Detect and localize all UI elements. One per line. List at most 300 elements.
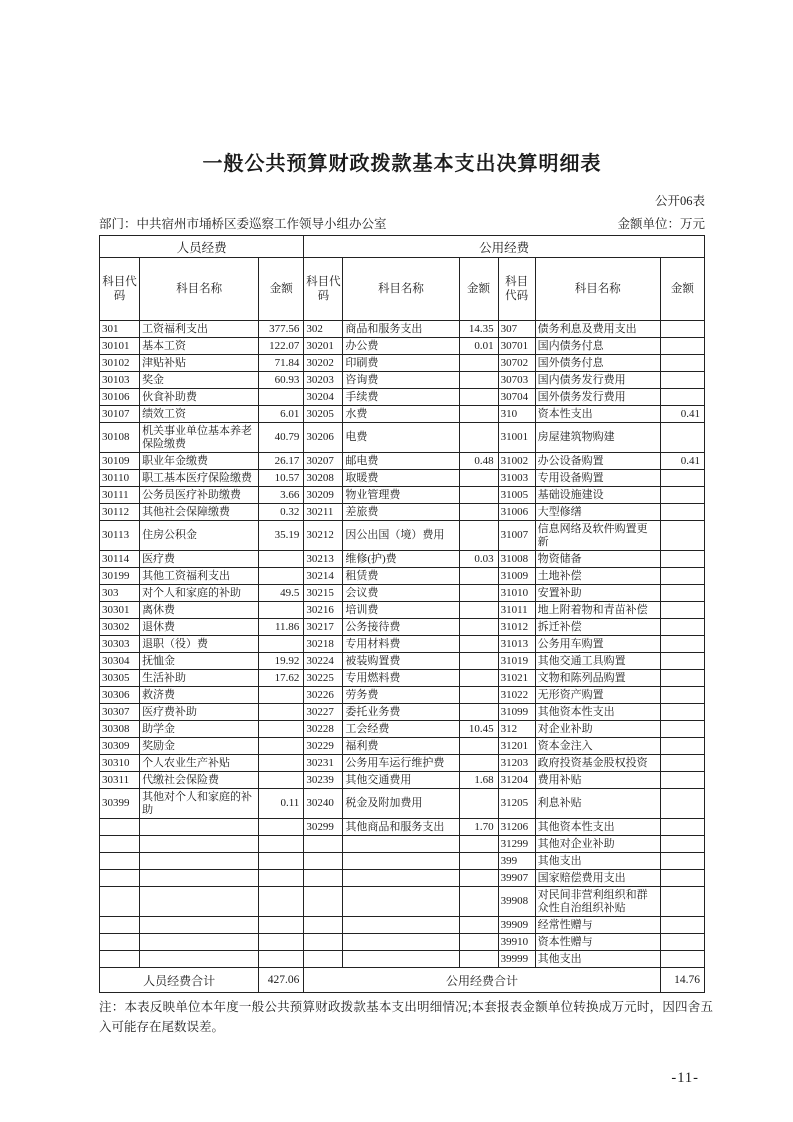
subject-code-cell: 30201 xyxy=(304,338,343,355)
subject-name-cell: 费用补贴 xyxy=(535,772,660,789)
subject-name-cell: 利息补贴 xyxy=(535,789,660,819)
subject-code-cell: 31007 xyxy=(498,521,535,551)
amount-cell xyxy=(660,870,704,887)
table-row xyxy=(100,321,705,338)
subject-name-cell xyxy=(343,951,459,968)
subject-code-cell: 30399 xyxy=(100,789,140,819)
subject-code-cell: 302 xyxy=(304,321,343,338)
subject-code-cell: 31003 xyxy=(498,470,535,487)
amount-cell xyxy=(660,602,704,619)
subject-code-cell: 301 xyxy=(100,321,140,338)
col-header-amount-1: 金额 xyxy=(259,258,304,321)
subject-code-cell xyxy=(304,951,343,968)
table-row xyxy=(100,755,705,772)
amount-cell xyxy=(459,406,498,423)
subject-name-cell: 其他商品和服务支出 xyxy=(343,819,459,836)
amount-cell: 60.93 xyxy=(259,372,304,389)
subject-name-cell: 商品和服务支出 xyxy=(343,321,459,338)
col-header-subject-name-3: 科目名称 xyxy=(535,258,660,321)
subject-code-cell: 30701 xyxy=(498,338,535,355)
amount-cell xyxy=(660,789,704,819)
subject-name-cell: 伙食补助费 xyxy=(140,389,259,406)
amount-cell xyxy=(660,568,704,585)
subject-name-cell: 国内债务付息 xyxy=(535,338,660,355)
amount-cell: 1.70 xyxy=(459,819,498,836)
subject-name-cell: 国家赔偿费用支出 xyxy=(535,870,660,887)
table-row xyxy=(100,653,705,670)
amount-cell: 71.84 xyxy=(259,355,304,372)
subject-code-cell xyxy=(100,853,140,870)
subject-code-cell: 30305 xyxy=(100,670,140,687)
subject-name-cell: 对个人和家庭的补助 xyxy=(140,585,259,602)
subject-name-cell: 基础设施建设 xyxy=(535,487,660,504)
table-row xyxy=(100,406,705,423)
subject-code-cell xyxy=(304,934,343,951)
amount-cell: 0.41 xyxy=(660,406,704,423)
amount-cell xyxy=(660,704,704,721)
subject-name-cell: 其他交通工具购置 xyxy=(535,653,660,670)
subject-name-cell: 物业管理费 xyxy=(343,487,459,504)
subject-name-cell: 经常性赠与 xyxy=(535,917,660,934)
subject-name-cell: 拆迁补偿 xyxy=(535,619,660,636)
amount-cell xyxy=(459,585,498,602)
subject-name-cell: 公务用车购置 xyxy=(535,636,660,653)
subject-code-cell: 31021 xyxy=(498,670,535,687)
amount-cell xyxy=(660,772,704,789)
subject-code-cell: 30216 xyxy=(304,602,343,619)
amount-cell xyxy=(660,653,704,670)
amount-cell: 377.56 xyxy=(259,321,304,338)
table-row xyxy=(100,917,705,934)
amount-cell xyxy=(459,389,498,406)
table-row xyxy=(100,704,705,721)
subject-name-cell: 劳务费 xyxy=(343,687,459,704)
subject-name-cell xyxy=(140,819,259,836)
amount-unit-label: 金额单位：万元 xyxy=(617,217,705,231)
subject-name-cell xyxy=(343,934,459,951)
document-content xyxy=(99,0,713,1087)
amount-cell xyxy=(259,917,304,934)
page-title: 一般公共预算财政拨款基本支出决算明细表 xyxy=(202,153,602,175)
subject-name-cell: 咨询费 xyxy=(343,372,459,389)
subject-name-cell: 公务员医疗补助缴费 xyxy=(140,487,259,504)
subject-name-cell: 离休费 xyxy=(140,602,259,619)
subject-name-cell xyxy=(343,870,459,887)
amount-cell xyxy=(459,704,498,721)
subject-code-cell: 30209 xyxy=(304,487,343,504)
subject-code-cell: 31204 xyxy=(498,772,535,789)
amount-cell xyxy=(660,521,704,551)
subject-code-cell: 39907 xyxy=(498,870,535,887)
amount-cell xyxy=(660,636,704,653)
subject-code-cell: 31205 xyxy=(498,789,535,819)
subject-name-cell: 地上附着物和青苗补偿 xyxy=(535,602,660,619)
subject-code-cell: 39908 xyxy=(498,887,535,917)
amount-cell: 19.92 xyxy=(259,653,304,670)
subject-name-cell: 退职（役）费 xyxy=(140,636,259,653)
subject-code-cell: 30114 xyxy=(100,551,140,568)
amount-cell xyxy=(660,721,704,738)
subject-name-cell: 委托业务费 xyxy=(343,704,459,721)
subject-name-cell xyxy=(140,870,259,887)
subject-name-cell xyxy=(140,836,259,853)
subject-code-cell: 30228 xyxy=(304,721,343,738)
amount-cell xyxy=(259,836,304,853)
subject-code-cell: 30239 xyxy=(304,772,343,789)
subject-name-cell: 工会经费 xyxy=(343,721,459,738)
amount-cell xyxy=(660,687,704,704)
subject-code-cell: 31206 xyxy=(498,819,535,836)
col-header-subject-name-2: 科目名称 xyxy=(343,258,459,321)
col-header-amount-2: 金额 xyxy=(459,258,498,321)
subject-code-cell xyxy=(304,870,343,887)
amount-cell xyxy=(459,870,498,887)
table-row xyxy=(100,372,705,389)
subject-code-cell: 310 xyxy=(498,406,535,423)
subject-name-cell: 房屋建筑物购建 xyxy=(535,423,660,453)
subject-code-cell: 31011 xyxy=(498,602,535,619)
table-row xyxy=(100,355,705,372)
subject-code-cell xyxy=(100,819,140,836)
subject-name-cell: 物资储备 xyxy=(535,551,660,568)
subject-name-cell: 工资福利支出 xyxy=(140,321,259,338)
subject-code-cell: 39999 xyxy=(498,951,535,968)
subject-name-cell: 专用燃料费 xyxy=(343,670,459,687)
amount-cell xyxy=(459,355,498,372)
subject-code-cell: 30311 xyxy=(100,772,140,789)
table-row xyxy=(100,453,705,470)
subject-name-cell: 医疗费 xyxy=(140,551,259,568)
subject-code-cell: 30226 xyxy=(304,687,343,704)
table-row xyxy=(100,853,705,870)
subject-code-cell xyxy=(100,870,140,887)
amount-cell xyxy=(459,917,498,934)
subject-code-cell: 30306 xyxy=(100,687,140,704)
amount-cell xyxy=(459,504,498,521)
subject-name-cell: 国外债务付息 xyxy=(535,355,660,372)
amount-cell xyxy=(459,789,498,819)
subject-name-cell: 维修(护)费 xyxy=(343,551,459,568)
table-row xyxy=(100,389,705,406)
amount-cell xyxy=(660,470,704,487)
subject-code-cell: 30202 xyxy=(304,355,343,372)
subject-name-cell xyxy=(343,887,459,917)
subject-code-cell: 30101 xyxy=(100,338,140,355)
amount-cell: 1.68 xyxy=(459,772,498,789)
meta-row xyxy=(99,214,705,232)
subject-code-cell: 30203 xyxy=(304,372,343,389)
table-row xyxy=(100,504,705,521)
table-row xyxy=(100,738,705,755)
subject-name-cell: 安置补助 xyxy=(535,585,660,602)
subject-name-cell: 奖金 xyxy=(140,372,259,389)
subject-code-cell: 30212 xyxy=(304,521,343,551)
amount-cell xyxy=(259,853,304,870)
amount-cell xyxy=(259,568,304,585)
subject-code-cell xyxy=(304,836,343,853)
amount-cell: 0.11 xyxy=(259,789,304,819)
subject-code-cell: 30240 xyxy=(304,789,343,819)
subject-code-cell: 30301 xyxy=(100,602,140,619)
page-number: -11- xyxy=(671,1070,699,1086)
subject-name-cell: 救济费 xyxy=(140,687,259,704)
col-header-subject-code-1: 科目代码 xyxy=(100,258,140,321)
personnel-total-value: 427.06 xyxy=(259,968,304,993)
subject-code-cell: 31013 xyxy=(498,636,535,653)
totals-row xyxy=(100,968,705,993)
amount-cell xyxy=(660,738,704,755)
subject-code-cell: 30208 xyxy=(304,470,343,487)
table-row xyxy=(100,687,705,704)
subject-code-cell: 30215 xyxy=(304,585,343,602)
subject-name-cell xyxy=(343,853,459,870)
subject-code-cell: 31010 xyxy=(498,585,535,602)
table-body xyxy=(100,321,705,968)
subject-name-cell: 税金及附加费用 xyxy=(343,789,459,819)
subject-name-cell: 其他对个人和家庭的补助 xyxy=(140,789,259,819)
amount-cell xyxy=(660,917,704,934)
subject-code-cell: 31203 xyxy=(498,755,535,772)
table-row xyxy=(100,470,705,487)
subject-code-cell: 30112 xyxy=(100,504,140,521)
amount-cell: 0.03 xyxy=(459,551,498,568)
subject-name-cell: 其他对企业补助 xyxy=(535,836,660,853)
amount-cell xyxy=(459,619,498,636)
amount-cell xyxy=(660,755,704,772)
subject-name-cell: 水费 xyxy=(343,406,459,423)
amount-cell xyxy=(459,487,498,504)
subject-name-cell: 其他社会保障缴费 xyxy=(140,504,259,521)
amount-cell xyxy=(459,687,498,704)
amount-cell xyxy=(259,687,304,704)
amount-cell xyxy=(459,470,498,487)
subject-code-cell: 399 xyxy=(498,853,535,870)
subject-name-cell: 助学金 xyxy=(140,721,259,738)
subject-name-cell: 资本性赠与 xyxy=(535,934,660,951)
subject-name-cell: 办公费 xyxy=(343,338,459,355)
subject-name-cell: 资本性支出 xyxy=(535,406,660,423)
subject-name-cell xyxy=(140,934,259,951)
footnote: 注：本表反映单位本年度一般公共预算财政拨款基本支出明细情况;本套报表金额单位转换成万元时，因四舍五入可能存在尾数误差。 xyxy=(99,1000,713,1034)
subject-code-cell xyxy=(100,934,140,951)
amount-cell xyxy=(660,670,704,687)
subject-name-cell: 政府投资基金股权投资 xyxy=(535,755,660,772)
amount-cell: 10.45 xyxy=(459,721,498,738)
subject-code-cell: 31099 xyxy=(498,704,535,721)
subject-code-cell: 30303 xyxy=(100,636,140,653)
subject-code-cell: 30102 xyxy=(100,355,140,372)
subject-code-cell: 30214 xyxy=(304,568,343,585)
amount-cell xyxy=(259,951,304,968)
subject-code-cell xyxy=(100,887,140,917)
amount-cell: 3.66 xyxy=(259,487,304,504)
table-row xyxy=(100,721,705,738)
amount-cell xyxy=(459,423,498,453)
subject-name-cell: 福利费 xyxy=(343,738,459,755)
subject-name-cell: 电费 xyxy=(343,423,459,453)
public-total-label: 公用经费合计 xyxy=(304,968,661,993)
subject-code-cell: 30213 xyxy=(304,551,343,568)
subject-code-cell: 30109 xyxy=(100,453,140,470)
subject-code-cell: 31008 xyxy=(498,551,535,568)
amount-cell: 40.79 xyxy=(259,423,304,453)
subject-code-cell: 30110 xyxy=(100,470,140,487)
amount-cell xyxy=(660,355,704,372)
amount-cell xyxy=(459,653,498,670)
subject-name-cell: 公务接待费 xyxy=(343,619,459,636)
subject-code-cell xyxy=(100,917,140,934)
subject-name-cell: 因公出国（境）费用 xyxy=(343,521,459,551)
col-header-subject-code-2: 科目代码 xyxy=(304,258,343,321)
subject-code-cell: 30218 xyxy=(304,636,343,653)
subject-code-cell: 307 xyxy=(498,321,535,338)
table-row xyxy=(100,870,705,887)
table-row xyxy=(100,487,705,504)
subject-name-cell: 医疗费补助 xyxy=(140,704,259,721)
table-row xyxy=(100,568,705,585)
subject-code-cell: 30703 xyxy=(498,372,535,389)
subject-code-cell: 30103 xyxy=(100,372,140,389)
subject-name-cell: 其他支出 xyxy=(535,951,660,968)
subject-name-cell xyxy=(140,887,259,917)
amount-cell xyxy=(259,721,304,738)
amount-cell xyxy=(459,836,498,853)
subject-code-cell: 31012 xyxy=(498,619,535,636)
amount-cell: 0.01 xyxy=(459,338,498,355)
table-row xyxy=(100,951,705,968)
subject-name-cell: 国外债务发行费用 xyxy=(535,389,660,406)
subject-name-cell: 印刷费 xyxy=(343,355,459,372)
subject-name-cell: 公务用车运行维护费 xyxy=(343,755,459,772)
table-row xyxy=(100,636,705,653)
amount-cell xyxy=(259,704,304,721)
table-row xyxy=(100,836,705,853)
subject-name-cell: 退休费 xyxy=(140,619,259,636)
subject-code-cell: 31022 xyxy=(498,687,535,704)
subject-name-cell: 其他资本性支出 xyxy=(535,704,660,721)
subject-code-cell: 30206 xyxy=(304,423,343,453)
subject-name-cell: 抚恤金 xyxy=(140,653,259,670)
subject-code-cell: 30217 xyxy=(304,619,343,636)
subject-name-cell: 绩效工资 xyxy=(140,406,259,423)
subject-code-cell: 30308 xyxy=(100,721,140,738)
amount-cell xyxy=(459,738,498,755)
subject-code-cell xyxy=(304,917,343,934)
amount-cell xyxy=(259,602,304,619)
subject-name-cell: 国内债务发行费用 xyxy=(535,372,660,389)
subject-code-cell: 31001 xyxy=(498,423,535,453)
personnel-total-label: 人员经费合计 xyxy=(100,968,259,993)
subject-code-cell: 30704 xyxy=(498,389,535,406)
subject-code-cell: 30231 xyxy=(304,755,343,772)
subject-name-cell: 办公设备购置 xyxy=(535,453,660,470)
amount-cell xyxy=(660,487,704,504)
subject-name-cell: 差旅费 xyxy=(343,504,459,521)
subject-name-cell: 专用材料费 xyxy=(343,636,459,653)
subject-code-cell: 31009 xyxy=(498,568,535,585)
subject-name-cell: 奖励金 xyxy=(140,738,259,755)
amount-cell xyxy=(259,887,304,917)
personnel-section-header: 人员经费 xyxy=(100,236,304,258)
subject-code-cell: 30107 xyxy=(100,406,140,423)
table-row xyxy=(100,772,705,789)
amount-cell: 6.01 xyxy=(259,406,304,423)
subject-code-cell: 30702 xyxy=(498,355,535,372)
amount-cell xyxy=(459,568,498,585)
subject-code-cell: 30224 xyxy=(304,653,343,670)
amount-cell xyxy=(459,670,498,687)
amount-cell xyxy=(259,389,304,406)
amount-cell: 0.32 xyxy=(259,504,304,521)
subject-name-cell xyxy=(140,853,259,870)
subject-name-cell: 土地补偿 xyxy=(535,568,660,585)
table-row xyxy=(100,338,705,355)
subject-name-cell: 专用设备购置 xyxy=(535,470,660,487)
subject-name-cell: 代缴社会保险费 xyxy=(140,772,259,789)
subject-name-cell: 对民间非营利组织和群众性自治组织补贴 xyxy=(535,887,660,917)
subject-name-cell: 基本工资 xyxy=(140,338,259,355)
subject-name-cell: 个人农业生产补贴 xyxy=(140,755,259,772)
subject-code-cell: 30205 xyxy=(304,406,343,423)
table-row xyxy=(100,887,705,917)
subject-code-cell: 39910 xyxy=(498,934,535,951)
subject-name-cell: 对企业补助 xyxy=(535,721,660,738)
amount-cell: 10.57 xyxy=(259,470,304,487)
table-row xyxy=(100,585,705,602)
subject-name-cell: 手续费 xyxy=(343,389,459,406)
subject-code-cell: 312 xyxy=(498,721,535,738)
amount-cell xyxy=(660,951,704,968)
subject-code-cell: 30113 xyxy=(100,521,140,551)
subject-name-cell: 文物和陈列品购置 xyxy=(535,670,660,687)
amount-cell xyxy=(459,372,498,389)
subject-name-cell: 津贴补贴 xyxy=(140,355,259,372)
amount-cell xyxy=(660,619,704,636)
table-row xyxy=(100,934,705,951)
subject-name-cell: 住房公积金 xyxy=(140,521,259,551)
subject-name-cell: 其他交通费用 xyxy=(343,772,459,789)
subject-name-cell: 资本金注入 xyxy=(535,738,660,755)
amount-cell xyxy=(259,551,304,568)
subject-name-cell xyxy=(140,951,259,968)
public-section-header: 公用经费 xyxy=(304,236,705,258)
subject-code-cell: 303 xyxy=(100,585,140,602)
column-header-row xyxy=(100,258,705,321)
col-header-subject-name-1: 科目名称 xyxy=(140,258,259,321)
amount-cell: 26.17 xyxy=(259,453,304,470)
amount-cell xyxy=(259,819,304,836)
subject-code-cell: 30307 xyxy=(100,704,140,721)
subject-code-cell: 30199 xyxy=(100,568,140,585)
subject-name-cell: 被装购置费 xyxy=(343,653,459,670)
subject-code-cell: 31002 xyxy=(498,453,535,470)
amount-cell xyxy=(660,321,704,338)
amount-cell: 49.5 xyxy=(259,585,304,602)
amount-cell xyxy=(259,870,304,887)
subject-code-cell: 39909 xyxy=(498,917,535,934)
subject-code-cell: 30108 xyxy=(100,423,140,453)
table-row xyxy=(100,819,705,836)
subject-code-cell xyxy=(100,836,140,853)
table-row xyxy=(100,423,705,453)
amount-cell: 35.19 xyxy=(259,521,304,551)
subject-name-cell: 其他工资福利支出 xyxy=(140,568,259,585)
col-header-subject-code-3: 科目代码 xyxy=(498,258,535,321)
department-line xyxy=(99,214,387,232)
amount-cell xyxy=(660,551,704,568)
amount-cell xyxy=(459,853,498,870)
expenditure-detail-table xyxy=(99,235,705,993)
